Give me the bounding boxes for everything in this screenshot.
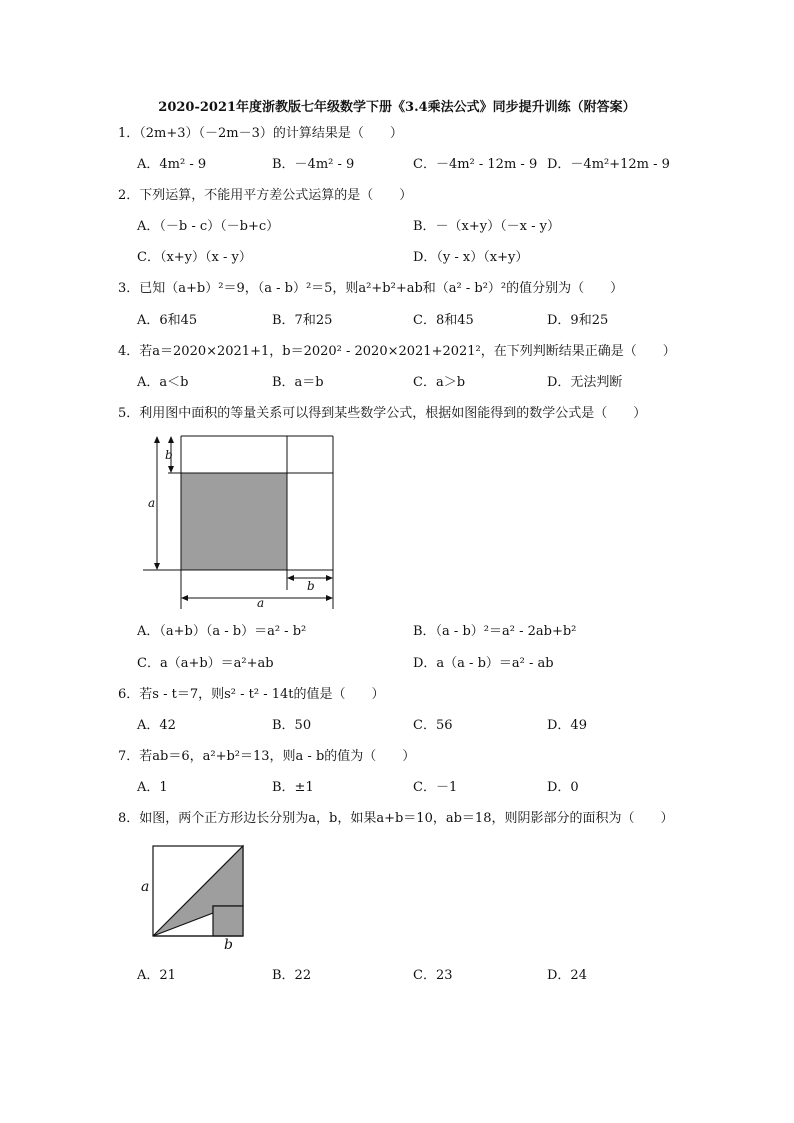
question-6-option-b: B．50	[272, 718, 312, 733]
question-8-stem: 8．如图，两个正方形边长分别为a，b，如果a+b＝10，ab＝18，则阴影部分的面积为（ ）	[118, 811, 674, 826]
question-3-option-d: D．9和25	[547, 313, 609, 328]
question-5-option-c: C．a（a+b）＝a²+ab	[137, 656, 274, 671]
question-8-option-d: D．24	[547, 968, 587, 983]
question-1-option-b: B．－4m² - 9	[272, 157, 355, 172]
question-7-option-d: D．0	[547, 780, 579, 795]
figure-8-label-a: a	[141, 879, 150, 895]
figure-5-label-a-vertical: a	[148, 496, 156, 510]
page-title: 2020-2021年度浙教版七年级数学下册《3.4乘法公式》同步提升训练（附答案）	[158, 100, 636, 115]
question-2-option-b: B．－（x+y）（－x - y）	[413, 219, 560, 234]
figure-5-label-b-vertical: b	[165, 448, 173, 462]
question-2-option-c: C．（x+y）（x - y）	[137, 250, 252, 265]
question-1-stem: 1．（2m+3）（－2m－3）的计算结果是（ ）	[118, 126, 403, 141]
question-4-stem: 4．若a＝2020×2021+1，b＝2020² - 2020×2021+2021²，在下列判断结果正确是（ ）	[118, 344, 676, 359]
question-4-option-c: C．a＞b	[413, 375, 466, 390]
question-4-option-b: B．a＝b	[272, 375, 324, 390]
figure-5-label-b-horizontal: b	[307, 579, 315, 593]
question-2-option-d: D．（y - x）（x+y）	[413, 250, 529, 265]
figure-8-square-b	[213, 906, 243, 936]
question-1-option-c: C．－4m² - 12m - 9	[413, 157, 538, 172]
question-6-option-a: A．42	[137, 718, 176, 733]
figure-8	[153, 846, 243, 936]
question-1-option-d: D．－4m²+12m - 9	[547, 157, 670, 172]
question-1-option-a: A．4m² - 9	[137, 157, 207, 172]
question-8-option-c: C．23	[413, 968, 453, 983]
question-8-option-b: B．22	[272, 968, 312, 983]
question-7-option-a: A．1	[137, 780, 168, 795]
question-3-stem: 3．已知（a+b）²＝9，（a - b）²＝5，则a²+b²+ab和（a² - b²）²的值分别为（ ）	[118, 281, 624, 296]
question-3-option-b: B．7和25	[272, 313, 333, 328]
question-4-option-d: D．无法判断	[547, 375, 623, 390]
question-7-stem: 7．若ab＝6，a²+b²＝13，则a - b的值为（ ）	[118, 749, 416, 764]
question-2-stem: 2．下列运算，不能用平方差公式运算的是（ ）	[118, 188, 413, 203]
question-6-option-d: D．49	[547, 718, 587, 733]
question-6-option-c: C．56	[413, 718, 453, 733]
question-6-stem: 6．若s - t＝7，则s² - t² - 14t的值是（ ）	[118, 687, 385, 702]
figure-8-label-b: b	[224, 937, 233, 953]
question-3-option-c: C．8和45	[413, 313, 474, 328]
question-7-option-c: C．－1	[413, 780, 458, 795]
figure-5-label-a-horizontal: a	[257, 596, 265, 610]
question-5-stem: 5．利用图中面积的等量关系可以得到某些数学公式，根据如图能得到的数学公式是（ ）	[118, 406, 647, 421]
question-7-option-b: B．±1	[272, 780, 314, 795]
question-4-option-a: A．a＜b	[137, 375, 189, 390]
question-3-option-a: A．6和45	[137, 313, 198, 328]
question-5-option-d: D．a（a - b）＝a² - ab	[413, 656, 554, 671]
question-5-option-a: A．（a+b）（a - b）＝a² - b²	[137, 624, 307, 639]
question-5-option-b: B．（a - b）²＝a² - 2ab+b²	[413, 624, 577, 639]
question-8-option-a: A．21	[137, 968, 176, 983]
question-2-option-a: A．（－b - c）（－b+c）	[137, 219, 280, 234]
